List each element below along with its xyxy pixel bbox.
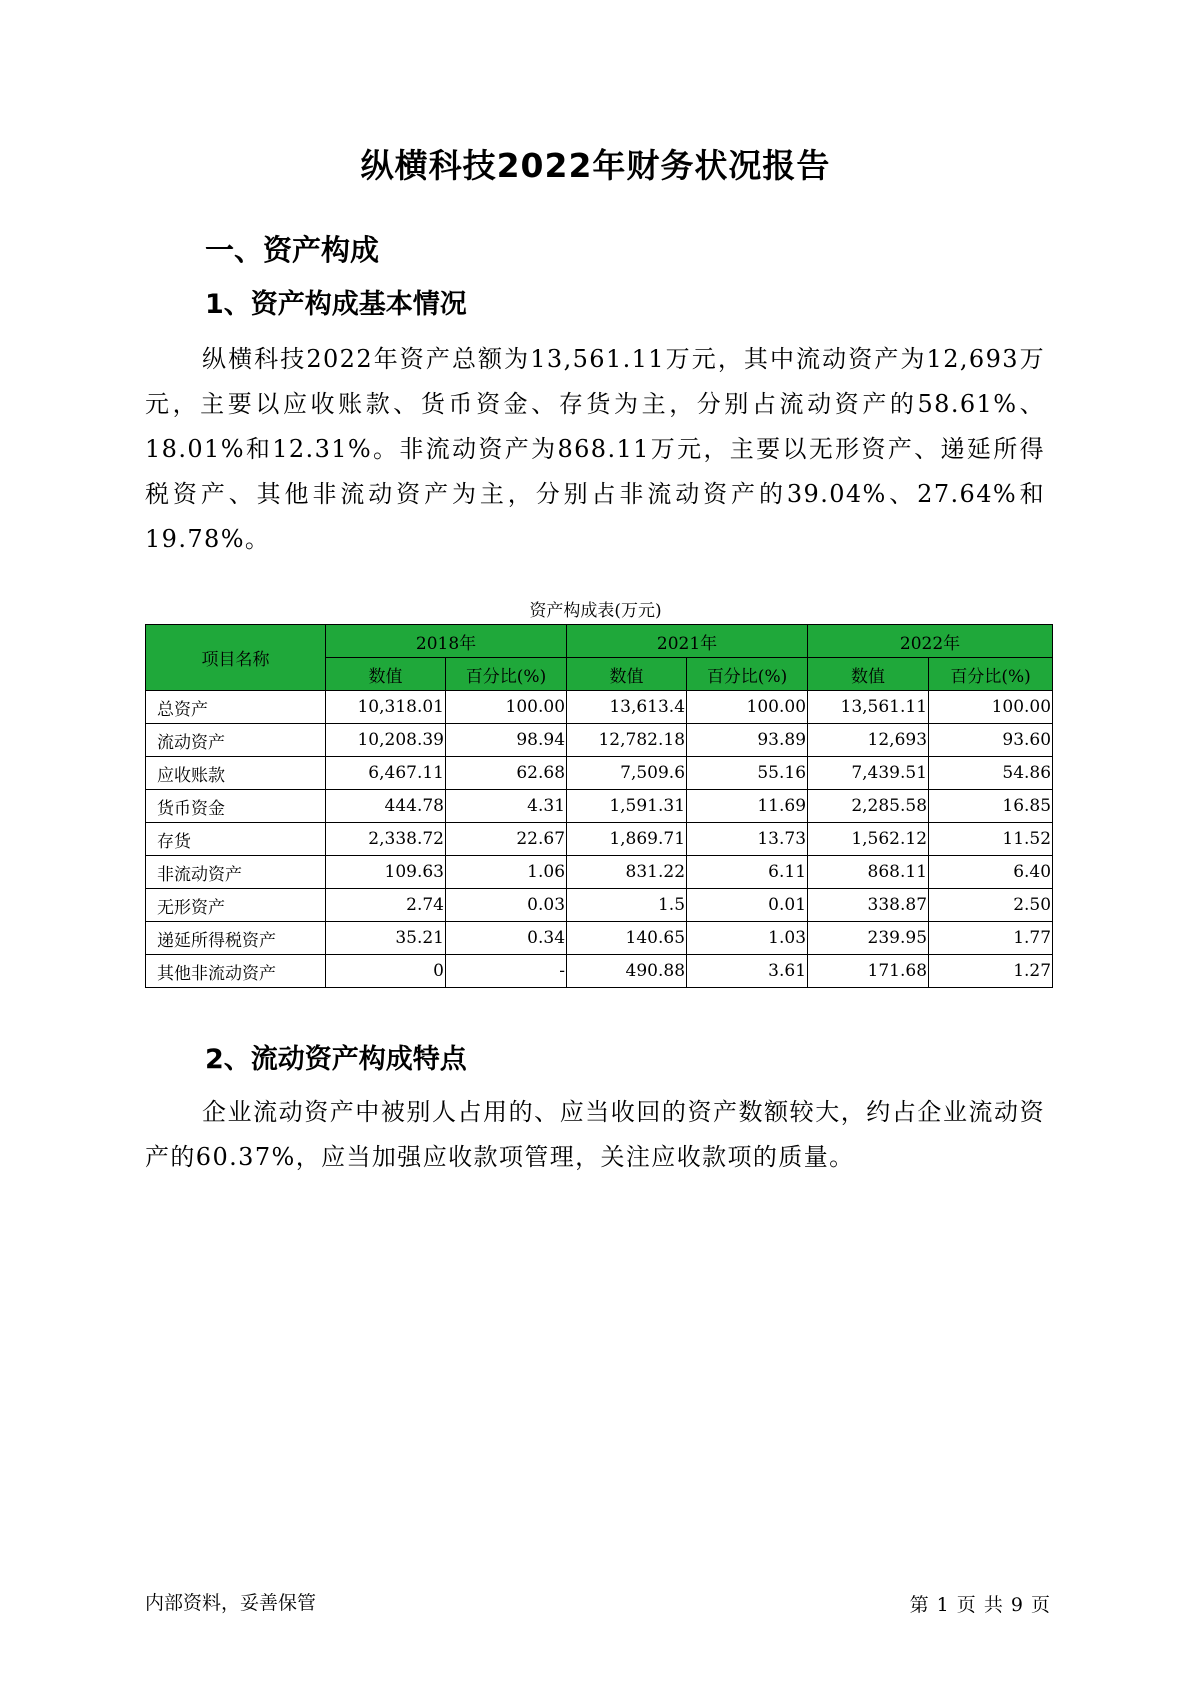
percent-cell: 4.31 bbox=[446, 790, 567, 823]
percent-cell: 55.16 bbox=[687, 757, 808, 790]
table-body bbox=[146, 691, 1053, 988]
table-row bbox=[146, 889, 1053, 922]
row-name: 递延所得税资产 bbox=[146, 922, 326, 955]
value-cell: 1,869.71 bbox=[567, 823, 687, 856]
percent-cell: 54.86 bbox=[929, 757, 1053, 790]
header-item-name: 项目名称 bbox=[146, 625, 326, 691]
paragraph-current-assets: 企业流动资产中被别人占用的、应当收回的资产数额较大，约占企业流动资产的60.37%，应当加强应收款项管理，关注应收款项的质量。 bbox=[145, 1098, 1045, 1171]
percent-cell: 0.34 bbox=[446, 922, 567, 955]
table-row bbox=[146, 856, 1053, 889]
footer-page-number: 第 1 页 共 9 页 bbox=[909, 1594, 1051, 1616]
value-cell: 10,318.01 bbox=[326, 691, 446, 724]
row-name: 应收账款 bbox=[146, 757, 326, 790]
value-cell: 868.11 bbox=[808, 856, 929, 889]
header-percent-2022: 百分比(%) bbox=[929, 658, 1053, 691]
footer-confidential-note: 内部资料，妥善保管 bbox=[145, 1592, 317, 1614]
percent-cell: 62.68 bbox=[446, 757, 567, 790]
header-percent-2018: 百分比(%) bbox=[446, 658, 567, 691]
percent-cell: 11.69 bbox=[687, 790, 808, 823]
value-cell: 831.22 bbox=[567, 856, 687, 889]
percent-cell: 22.67 bbox=[446, 823, 567, 856]
table-row bbox=[146, 955, 1053, 988]
percent-cell: 13.73 bbox=[687, 823, 808, 856]
value-cell: 490.88 bbox=[567, 955, 687, 988]
table-row bbox=[146, 790, 1053, 823]
percent-cell: 1.27 bbox=[929, 955, 1053, 988]
table-row bbox=[146, 724, 1053, 757]
header-year-2022: 2022年 bbox=[808, 625, 1053, 658]
value-cell: 140.65 bbox=[567, 922, 687, 955]
table-row bbox=[146, 757, 1053, 790]
percent-cell: 100.00 bbox=[446, 691, 567, 724]
value-cell: 35.21 bbox=[326, 922, 446, 955]
subsection-heading-basic: 1、资产构成基本情况 bbox=[205, 289, 467, 320]
value-cell: 7,509.6 bbox=[567, 757, 687, 790]
header-percent-2021: 百分比(%) bbox=[687, 658, 808, 691]
percent-cell: 100.00 bbox=[687, 691, 808, 724]
asset-composition-table bbox=[145, 624, 1053, 988]
value-cell: 239.95 bbox=[808, 922, 929, 955]
section-heading-asset-composition: 一、资产构成 bbox=[205, 233, 380, 267]
value-cell: 2,285.58 bbox=[808, 790, 929, 823]
table-row bbox=[146, 823, 1053, 856]
value-cell: 1,591.31 bbox=[567, 790, 687, 823]
percent-cell: 11.52 bbox=[929, 823, 1053, 856]
value-cell: 2.74 bbox=[326, 889, 446, 922]
value-cell: 171.68 bbox=[808, 955, 929, 988]
value-cell: 7,439.51 bbox=[808, 757, 929, 790]
row-name: 非流动资产 bbox=[146, 856, 326, 889]
header-value-2021: 数值 bbox=[567, 658, 687, 691]
row-name: 货币资金 bbox=[146, 790, 326, 823]
value-cell: 1,562.12 bbox=[808, 823, 929, 856]
percent-cell: 6.11 bbox=[687, 856, 808, 889]
percent-cell: 1.77 bbox=[929, 922, 1053, 955]
value-cell: 10,208.39 bbox=[326, 724, 446, 757]
percent-cell: 0.03 bbox=[446, 889, 567, 922]
table-caption: 资产构成表(万元) bbox=[529, 601, 662, 621]
percent-cell: 98.94 bbox=[446, 724, 567, 757]
row-name: 无形资产 bbox=[146, 889, 326, 922]
report-title: 纵横科技2022年财务状况报告 bbox=[360, 146, 831, 185]
value-cell: 6,467.11 bbox=[326, 757, 446, 790]
percent-cell: - bbox=[446, 955, 567, 988]
value-cell: 12,782.18 bbox=[567, 724, 687, 757]
table-header-row-years bbox=[146, 625, 1053, 658]
header-value-2018: 数值 bbox=[326, 658, 446, 691]
value-cell: 338.87 bbox=[808, 889, 929, 922]
value-cell: 444.78 bbox=[326, 790, 446, 823]
value-cell: 13,613.4 bbox=[567, 691, 687, 724]
value-cell: 109.63 bbox=[326, 856, 446, 889]
value-cell: 13,561.11 bbox=[808, 691, 929, 724]
row-name: 其他非流动资产 bbox=[146, 955, 326, 988]
header-value-2022: 数值 bbox=[808, 658, 929, 691]
value-cell: 12,693 bbox=[808, 724, 929, 757]
value-cell: 1.5 bbox=[567, 889, 687, 922]
paragraph-asset-summary: 纵横科技2022年资产总额为13,561.11万元，其中流动资产为12,693万元，主要以应收账款、货币资金、存货为主，分别占流动资产的58.61%、18.01%和12.31%。非流动资产为868.11万元，主要以无形资产、递延所得税资产、其他非流动资产为主，分别占非流动资产的39.04%、27.64%和19.78%。 bbox=[145, 345, 1045, 553]
percent-cell: 6.40 bbox=[929, 856, 1053, 889]
header-year-2021: 2021年 bbox=[567, 625, 808, 658]
table-row bbox=[146, 922, 1053, 955]
table-row bbox=[146, 691, 1053, 724]
percent-cell: 16.85 bbox=[929, 790, 1053, 823]
row-name: 总资产 bbox=[146, 691, 326, 724]
percent-cell: 0.01 bbox=[687, 889, 808, 922]
percent-cell: 3.61 bbox=[687, 955, 808, 988]
percent-cell: 100.00 bbox=[929, 691, 1053, 724]
percent-cell: 1.06 bbox=[446, 856, 567, 889]
value-cell: 0 bbox=[326, 955, 446, 988]
percent-cell: 2.50 bbox=[929, 889, 1053, 922]
subsection-heading-current-assets: 2、流动资产构成特点 bbox=[205, 1044, 467, 1075]
percent-cell: 1.03 bbox=[687, 922, 808, 955]
percent-cell: 93.60 bbox=[929, 724, 1053, 757]
value-cell: 2,338.72 bbox=[326, 823, 446, 856]
percent-cell: 93.89 bbox=[687, 724, 808, 757]
row-name: 存货 bbox=[146, 823, 326, 856]
header-year-2018: 2018年 bbox=[326, 625, 567, 658]
row-name: 流动资产 bbox=[146, 724, 326, 757]
